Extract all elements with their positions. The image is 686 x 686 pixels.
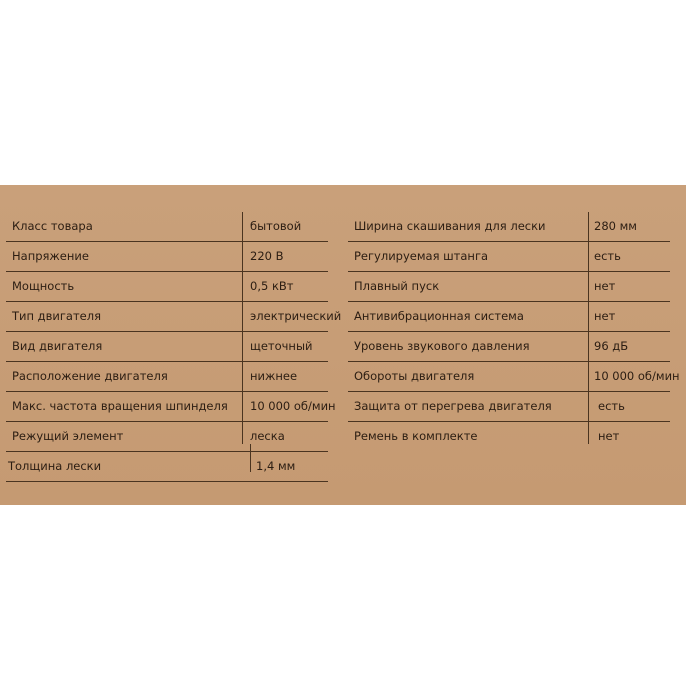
spec-value: нет bbox=[598, 429, 620, 443]
spec-label: Режущий элемент bbox=[12, 429, 124, 443]
spec-label: Защита от перегрева двигателя bbox=[354, 399, 552, 413]
spec-row bbox=[348, 332, 670, 362]
spec-row bbox=[6, 452, 328, 482]
spec-label: Тип двигателя bbox=[12, 309, 102, 323]
spec-label: Ремень в комплекте bbox=[354, 429, 478, 443]
spec-value: электрический bbox=[250, 309, 342, 323]
spec-label: Антивибрационная система bbox=[354, 309, 524, 323]
spec-table-left bbox=[6, 212, 342, 482]
spec-label: Вид двигателя bbox=[12, 339, 103, 353]
spec-value: 10 000 об/мин bbox=[250, 399, 336, 413]
spec-label: Расположение двигателя bbox=[12, 369, 168, 383]
spec-label: Уровень звукового давления bbox=[354, 339, 530, 353]
spec-row bbox=[6, 332, 328, 362]
spec-value: есть bbox=[594, 249, 621, 263]
spec-row bbox=[348, 302, 670, 332]
spec-row bbox=[6, 212, 328, 242]
spec-label: Обороты двигателя bbox=[354, 369, 475, 383]
spec-row bbox=[6, 272, 328, 302]
spec-value: щеточный bbox=[250, 339, 313, 353]
spec-value: леска bbox=[250, 429, 285, 443]
spec-label: Класс товара bbox=[12, 219, 93, 233]
spec-row bbox=[348, 362, 680, 392]
spec-value: бытовой bbox=[250, 219, 302, 233]
spec-label: Толщина лески bbox=[8, 459, 102, 473]
spec-label: Макс. частота вращения шпинделя bbox=[12, 399, 228, 413]
spec-value: 96 дБ bbox=[594, 339, 629, 353]
spec-value: 220 В bbox=[250, 249, 284, 263]
spec-label: Напряжение bbox=[12, 249, 89, 263]
spec-row bbox=[348, 422, 670, 451]
spec-row bbox=[348, 272, 670, 302]
spec-row bbox=[348, 212, 670, 242]
spec-value: 10 000 об/мин bbox=[594, 369, 680, 383]
spec-row bbox=[348, 242, 670, 272]
spec-label: Мощность bbox=[12, 279, 75, 293]
spec-row bbox=[348, 392, 670, 422]
spec-value: 1,4 мм bbox=[256, 459, 296, 473]
spec-label: Ширина скашивания для лески bbox=[354, 219, 546, 233]
spec-label: Регулируемая штанга bbox=[354, 249, 489, 263]
spec-row bbox=[6, 242, 328, 272]
spec-value: нижнее bbox=[250, 369, 298, 383]
spec-value: есть bbox=[598, 399, 625, 413]
spec-value: 0,5 кВт bbox=[250, 279, 294, 293]
spec-value: 280 мм bbox=[594, 219, 637, 233]
spec-row bbox=[6, 422, 328, 452]
spec-row bbox=[6, 362, 328, 392]
spec-value: нет bbox=[594, 309, 616, 323]
spec-table-right bbox=[348, 212, 680, 451]
spec-board bbox=[0, 185, 686, 505]
spec-value: нет bbox=[594, 279, 616, 293]
spec-row bbox=[6, 392, 336, 422]
spec-row bbox=[6, 302, 342, 332]
spec-label: Плавный пуск bbox=[354, 279, 440, 293]
